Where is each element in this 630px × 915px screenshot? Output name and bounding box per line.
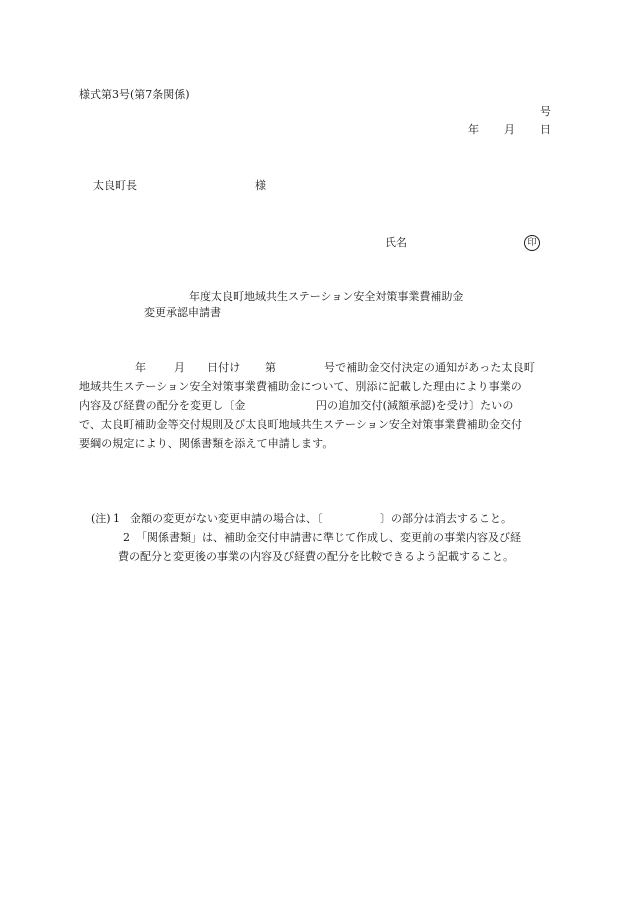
- note2-text-line2: 費の配分と変更後の事業の内容及び経費の配分を比較できるよう記載すること。: [118, 550, 514, 563]
- body-dai: 第: [265, 361, 277, 374]
- body-line3: [79, 400, 549, 411]
- form-id: 様式第3号(第7条関係): [79, 88, 190, 101]
- title-line1: 年度太良町地域共生ステーション安全対策事業費補助金: [189, 290, 464, 303]
- title-line2: 変更承認申請書: [144, 306, 221, 319]
- date-day-label: 日: [540, 123, 551, 136]
- note1-text-a: 金額の変更がない変更申請の場合は、〔: [130, 512, 323, 525]
- date-year-label: 年: [468, 123, 479, 136]
- body-line4: で、太良町補助金等交付規則及び太良町地域共生ステーション安全対策事業費補助金交付: [79, 418, 523, 431]
- note2-number: 2: [123, 531, 130, 544]
- addressee-name: 太良町長: [93, 179, 137, 192]
- body-month: 月: [174, 361, 186, 374]
- body-dated: 日付け: [207, 361, 241, 374]
- body-year: 年: [135, 361, 147, 374]
- note1-text-b: 〕の部分は消去すること。: [380, 512, 512, 525]
- date-month-label: 月: [504, 123, 515, 136]
- body-line3-start: 内容及び経費の配分を変更し〔金: [79, 399, 246, 412]
- number-label: 号: [540, 105, 551, 118]
- body-line1-rest: 号で補助金交付決定の通知があった太良町: [324, 361, 535, 374]
- note-prefix: (注): [91, 512, 111, 525]
- body-line5: 要綱の規定により、関係書類を添えて申請します。: [79, 437, 334, 450]
- addressee-honorific: 様: [255, 179, 266, 192]
- body-line2: 地域共生ステーション安全対策事業費補助金について、別添に記載した理由により事業の: [79, 380, 522, 393]
- note1-number: 1: [113, 512, 120, 525]
- seal-mark: 印: [524, 235, 540, 251]
- note2-text-line1: 「関係書類」は、補助金交付申請書に準じて作成し、変更前の事業内容及び経: [136, 531, 521, 544]
- body-line3-rest: 円の追加交付(減額承認)を受け〕たいの: [316, 399, 514, 412]
- applicant-name-label: 氏名: [385, 236, 407, 249]
